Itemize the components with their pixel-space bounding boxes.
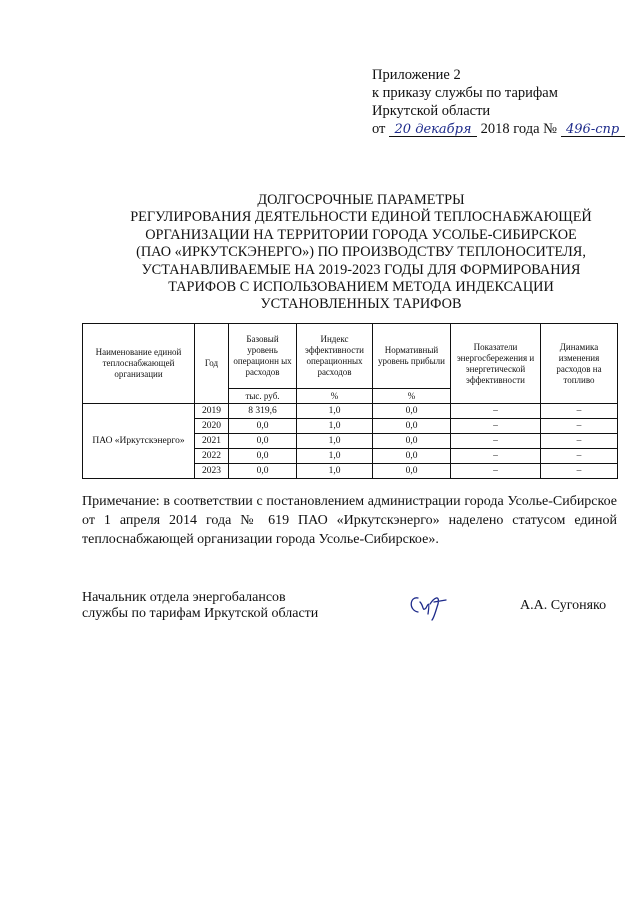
cell-energy: – <box>451 404 541 419</box>
title-line: (ПАО «ИРКУТСКЭНЕРГО») ПО ПРОИЗВОДСТВУ ТЕПЛОНОСИТЕЛЯ, <box>136 244 586 261</box>
appendix-title: Приложение 2 <box>372 67 461 83</box>
cell-index: 1,0 <box>297 464 373 479</box>
cell-energy: – <box>451 419 541 434</box>
cell-fuel: – <box>541 449 618 464</box>
title-line: РЕГУЛИРОВАНИЯ ДЕЯТЕЛЬНОСТИ ЕДИНОЙ ТЕПЛОСНАБЖАЮЩЕЙ <box>130 209 592 226</box>
document-title <box>96 192 626 314</box>
signer-position-line: службы по тарифам Иркутской области <box>82 606 319 621</box>
year-text: 2018 года № <box>480 121 557 137</box>
appendix-order-ref: к приказу службы по тарифам <box>372 85 558 101</box>
header-organization: Наименование единой теплоснабжающей организации <box>83 324 195 404</box>
table-row <box>83 404 618 419</box>
title-line: ДОЛГОСРОЧНЫЕ ПАРАМЕТРЫ <box>257 192 465 208</box>
cell-base: 0,0 <box>229 464 297 479</box>
header-profit-level: Нормативный уровень прибыли <box>373 324 451 389</box>
date-prefix: от <box>372 121 386 137</box>
cell-year: 2019 <box>195 404 229 419</box>
title-line: УСТАНАВЛИВАЕМЫЕ НА 2019-2023 ГОДЫ ДЛЯ ФОРМИРОВАНИЯ <box>141 261 581 278</box>
signer-position-line: Начальник отдела энергобалансов <box>82 590 286 605</box>
header-fuel-dynamics: Динамика изменения расходов на топливо <box>541 324 618 404</box>
cell-energy: – <box>451 434 541 449</box>
appendix-region: Иркутской области <box>372 103 491 119</box>
handwritten-date: 20 декабря <box>389 120 477 137</box>
cell-base: 0,0 <box>229 434 297 449</box>
unit-profit: % <box>373 389 451 404</box>
title-line: УСТАНОВЛЕННЫХ ТАРИФОВ <box>260 296 462 313</box>
handwritten-order-number: 496-спр <box>561 120 625 137</box>
cell-fuel: – <box>541 404 618 419</box>
cell-fuel: – <box>541 464 618 479</box>
appendix-header <box>372 66 625 138</box>
handwritten-signature <box>404 588 454 622</box>
cell-profit: 0,0 <box>373 434 451 449</box>
cell-base: 8 319,6 <box>229 404 297 419</box>
cell-year: 2022 <box>195 449 229 464</box>
signer-name: А.А. Сугоняко <box>520 598 607 613</box>
header-energy-saving: Показатели энергосбережения и энергетической эффективности <box>451 324 541 404</box>
cell-index: 1,0 <box>297 404 373 419</box>
unit-base: тыс. руб. <box>229 389 297 404</box>
title-line: ОРГАНИЗАЦИИ НА ТЕРРИТОРИИ ГОРОДА УСОЛЬЕ-СИБИРСКОЕ <box>145 226 577 243</box>
unit-index: % <box>297 389 373 404</box>
signer-position <box>82 590 318 622</box>
cell-year: 2020 <box>195 419 229 434</box>
tariff-parameters-table <box>82 323 618 479</box>
cell-energy: – <box>451 449 541 464</box>
cell-profit: 0,0 <box>373 449 451 464</box>
cell-energy: – <box>451 464 541 479</box>
header-year: Год <box>195 324 229 404</box>
cell-year: 2023 <box>195 464 229 479</box>
cell-year: 2021 <box>195 434 229 449</box>
cell-profit: 0,0 <box>373 404 451 419</box>
title-line: ТАРИФОВ С ИСПОЛЬЗОВАНИЕМ МЕТОДА ИНДЕКСАЦИИ <box>168 279 554 296</box>
cell-index: 1,0 <box>297 449 373 464</box>
cell-index: 1,0 <box>297 419 373 434</box>
cell-index: 1,0 <box>297 434 373 449</box>
organization-name: ПАО «Иркутскэнерго» <box>83 404 195 479</box>
cell-fuel: – <box>541 419 618 434</box>
cell-fuel: – <box>541 434 618 449</box>
header-efficiency-index: Индекс эффективности операционных расходов <box>297 324 373 389</box>
note-paragraph: Примечание: в соответствии с постановлением администрации города Усолье-Сибирское от 1 апреля 2014 года № 619 ПАО «Иркутскэнерго» наделено статусом единой теплоснабжающей организации города Усолье-Сибирское». <box>82 494 617 547</box>
cell-profit: 0,0 <box>373 464 451 479</box>
header-base-level: Базовый уровень операционн ых расходов <box>229 324 297 389</box>
cell-base: 0,0 <box>229 419 297 434</box>
cell-base: 0,0 <box>229 449 297 464</box>
cell-profit: 0,0 <box>373 419 451 434</box>
appendix-date-line <box>372 120 625 138</box>
